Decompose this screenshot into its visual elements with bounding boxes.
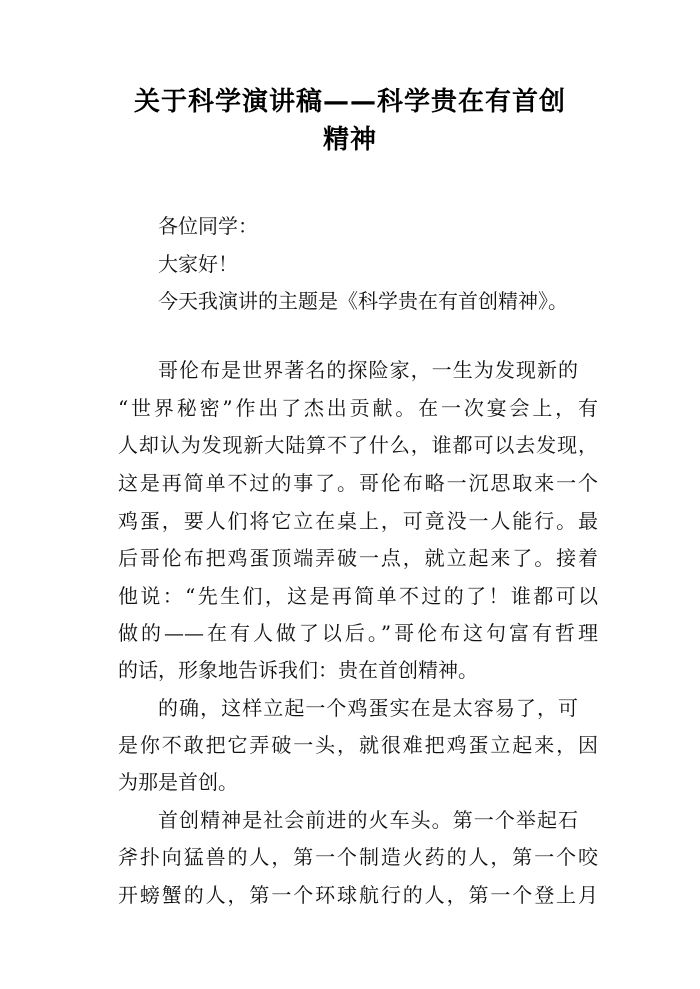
document-title-line-2: 精神 bbox=[322, 125, 377, 155]
paragraph-1-line-1: 哥伦布是世界著名的探险家，一生为发现新的 bbox=[158, 358, 578, 382]
paragraph-1-line-3: 人却认为发现新大陆算不了什么，谁都可以去发现， bbox=[118, 433, 598, 457]
paragraph-2-line-1: 的确，这样立起一个鸡蛋实在是太容易了，可 bbox=[158, 696, 578, 720]
paragraph-2-line-3: 为那是首创。 bbox=[118, 770, 238, 794]
paragraph-3-line-2: 斧扑向猛兽的人，第一个制造火药的人，第一个咬 bbox=[118, 845, 598, 869]
paragraph-1-line-4: 这是再简单不过的事了。哥伦布略一沉思取来一个 bbox=[118, 471, 598, 495]
paragraph-2-line-2: 是你不敢把它弄破一头，就很难把鸡蛋立起来，因 bbox=[118, 733, 598, 757]
paragraph-1-line-9: 的话，形象地告诉我们：贵在首创精神。 bbox=[118, 658, 478, 682]
document-title-line-1: 关于科学演讲稿——科学贵在有首创 bbox=[133, 87, 566, 117]
paragraph-1-line-5: 鸡蛋，要人们将它立在桌上，可竟没一人能行。最 bbox=[118, 509, 598, 533]
paragraph-1-line-8: 做的——在有人做了以后。”哥伦布这句富有哲理 bbox=[118, 621, 598, 645]
paragraph-1-line-2: “世界秘密”作出了杰出贡献。在一次宴会上，有 bbox=[118, 396, 598, 420]
paragraph-1-line-6: 后哥伦布把鸡蛋顶端弄破一点，就立起来了。接着 bbox=[118, 546, 598, 570]
greeting: 大家好！ bbox=[158, 252, 238, 276]
salutation: 各位同学： bbox=[158, 214, 258, 238]
paragraph-3-line-3: 开螃蟹的人，第一个环球航行的人，第一个登上月 bbox=[118, 883, 598, 907]
topic-statement: 今天我演讲的主题是《科学贵在有首创精神》。 bbox=[158, 289, 568, 313]
paragraph-1-line-7: 他说：“先生们，这是再简单不过的了！谁都可以 bbox=[118, 584, 598, 608]
paragraph-3-line-1: 首创精神是社会前进的火车头。第一个举起石 bbox=[158, 808, 578, 832]
